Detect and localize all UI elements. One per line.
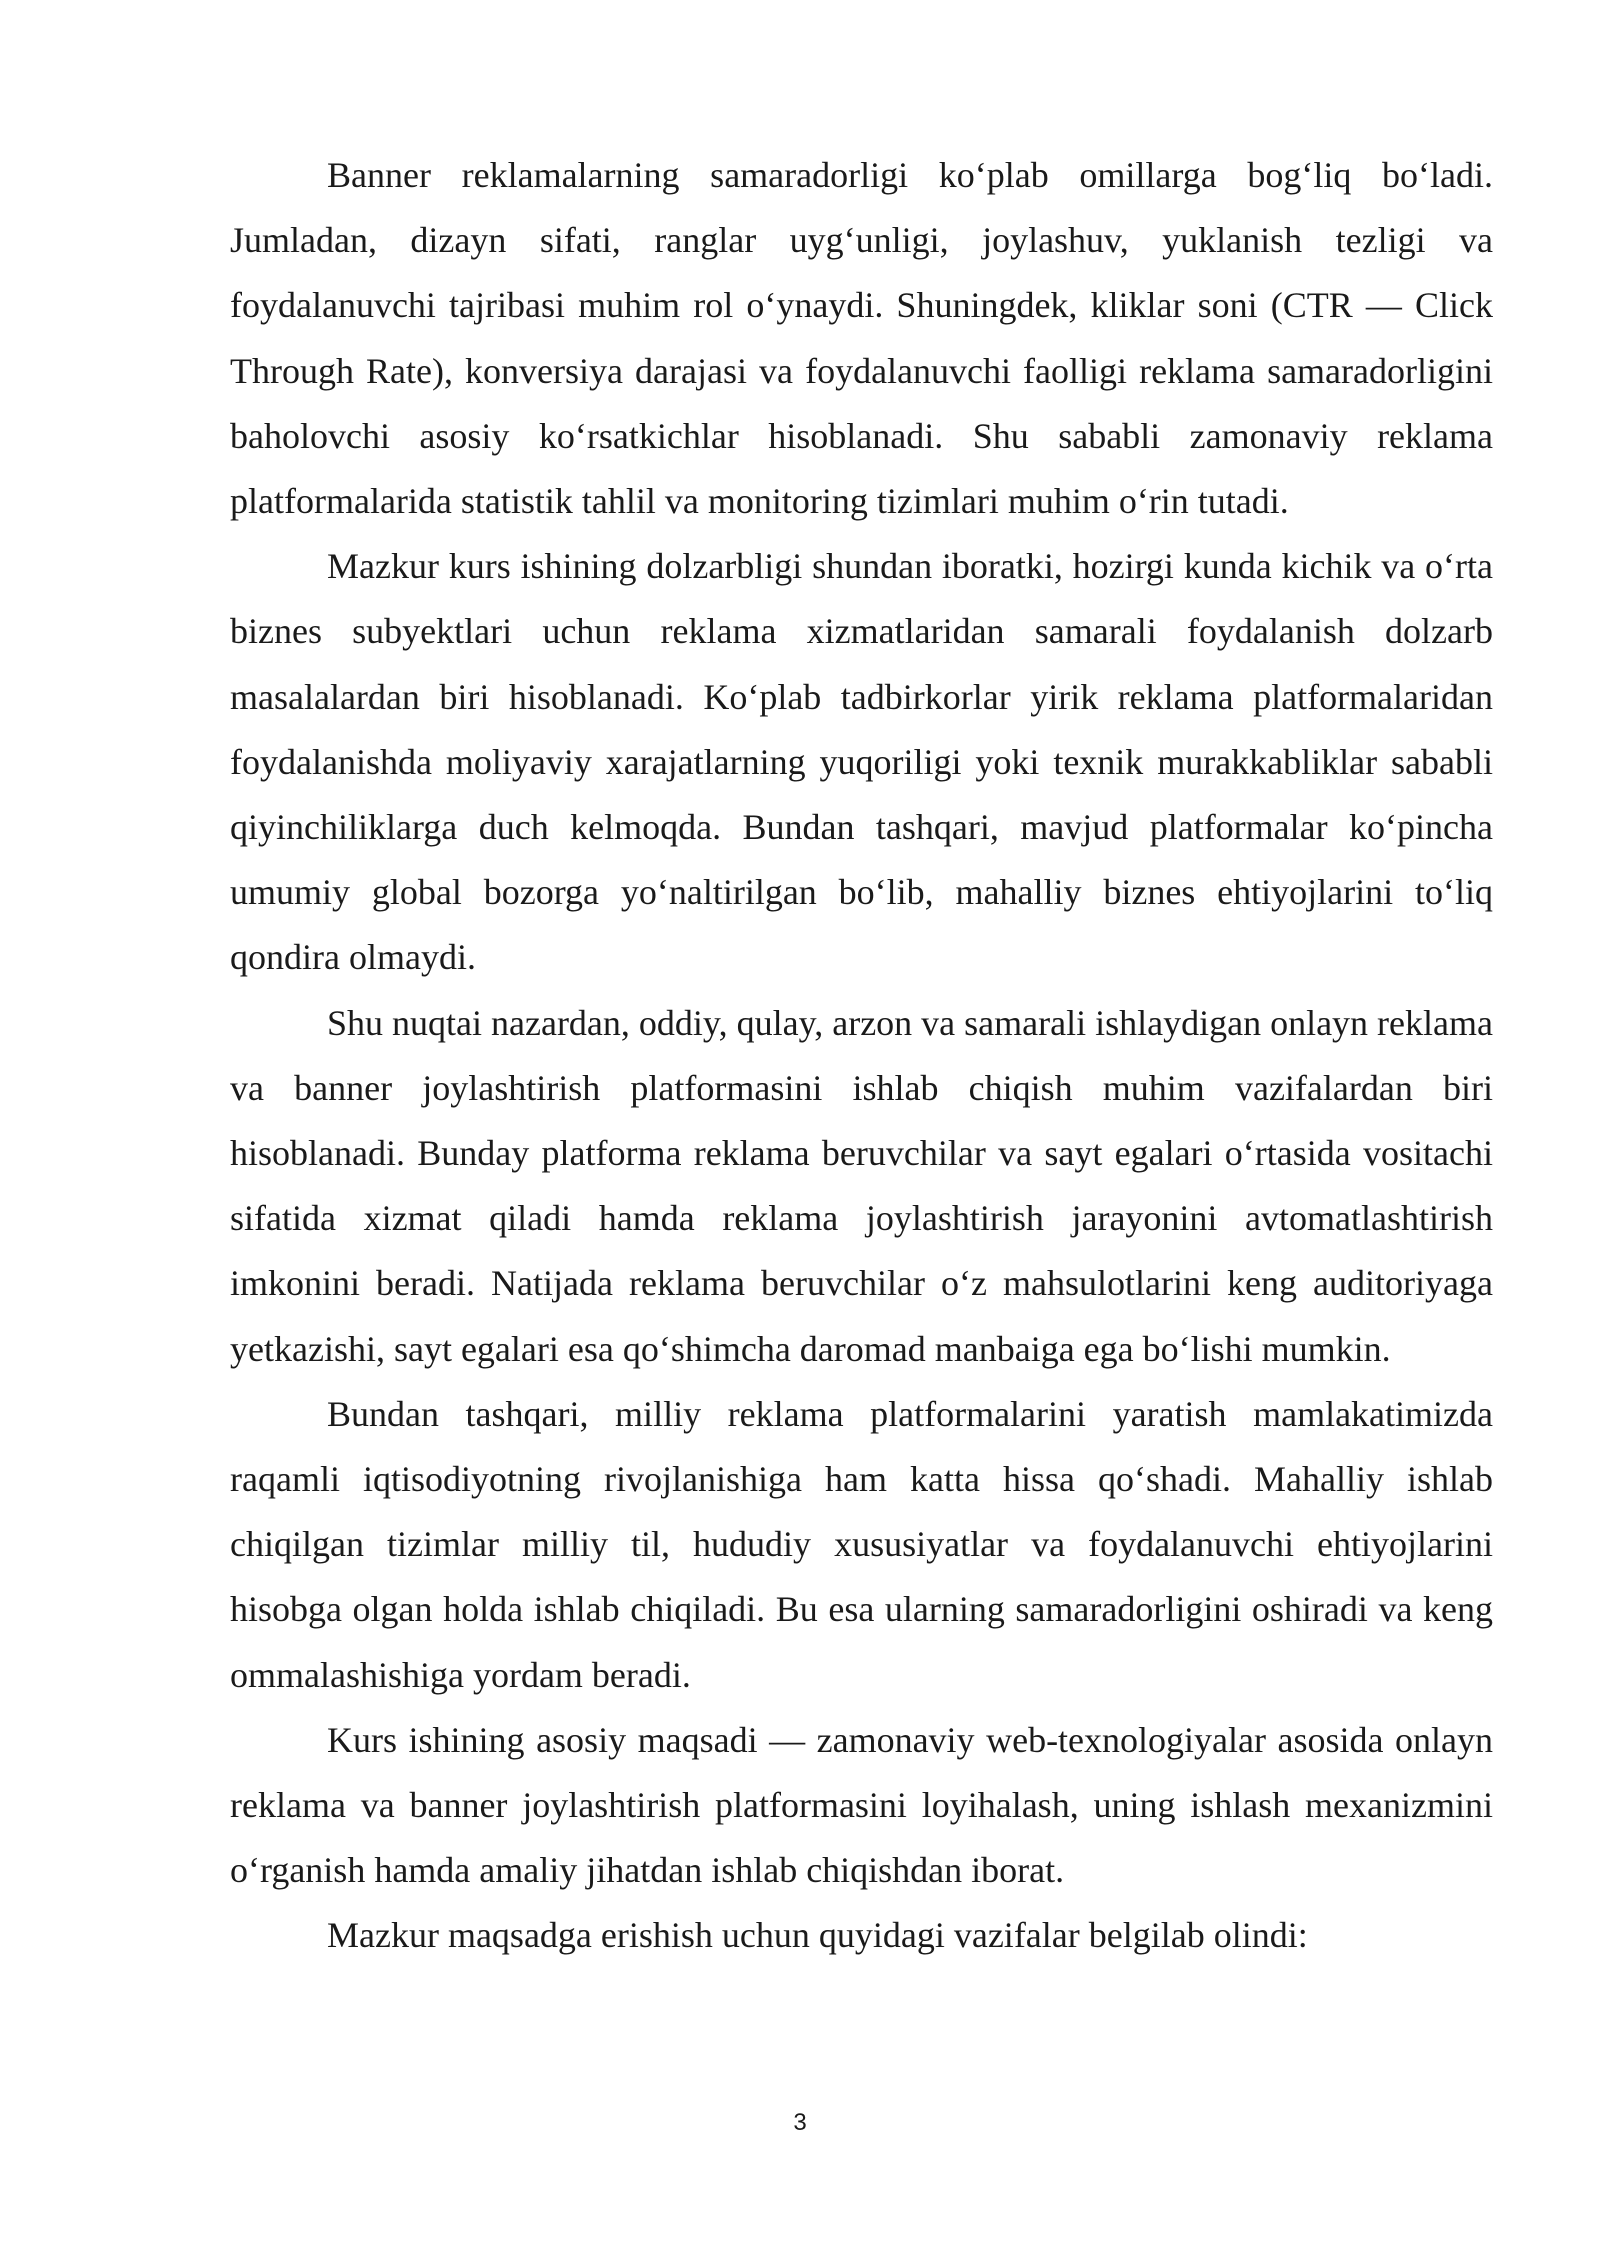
paragraph-platform-need: Shu nuqtai nazardan, oddiy, qulay, arzon va samarali ishlaydigan onlayn reklama va banner joylashtirish platformasini ishlab chiqish muhim vazifalardan biri hisoblanadi. Bunday platforma reklama beruvchilar va sayt egalari o‘rtasida vositachi sifatida xizmat qiladi hamda reklama joylashtirish jarayonini avtomatlashtirish imkonini beradi. Natijada reklama beruvchilar o‘z mahsulotlarini keng auditoriyaga yetkazishi, sayt egalari esa qo‘shimcha daromad manbaiga ega bo‘lishi mumkin. [230, 1002, 1493, 1369]
page-number: 3 [793, 2109, 807, 2136]
paragraph-banner-effectiveness: Banner reklamalarning samaradorligi ko‘plab omillarga bog‘liq bo‘ladi. Jumladan, dizayn sifati, ranglar uyg‘unligi, joylashuv, yuklanish tezligi va foydalanuvchi tajribasi muhim rol o‘ynaydi. Shuningdek, kliklar soni (CTR — Click Through Rate), konversiya darajasi va foydalanuvchi faolligi reklama samaradorligini baholovchi asosiy ko‘rsatkichlar hisoblanadi. Shu sababli zamonaviy reklama platformalarida statistik tahlil va monitoring tizimlari muhim o‘rin tutadi. [230, 155, 1493, 522]
paragraph-relevance: Mazkur kurs ishining dolzarbligi shundan iboratki, hozirgi kunda kichik va o‘rta biznes subyektlari uchun reklama xizmatlaridan samarali foydalanish dolzarb masalalardan biri hisoblanadi. Ko‘plab tadbirkorlar yirik reklama platformalaridan foydalanishda moliyaviy xarajatlarning yuqoriligi yoki texnik murakkabliklar sababli qiyinchiliklarga duch kelmoqda. Bundan tashqari, mavjud platformalar ko‘pincha umumiy global bozorga yo‘naltirilgan bo‘lib, mahalliy biznes ehtiyojlarini to‘liq qondira olmaydi. [230, 546, 1493, 978]
paragraph-main-goal: Kurs ishining asosiy maqsadi — zamonaviy web-texnologiyalar asosida onlayn reklama va banner joylashtirish platformasini loyihalash, uning ishlash mexanizmini o‘rganish hamda amaliy jihatdan ishlab chiqishdan iborat. [230, 1719, 1493, 1891]
paragraph-tasks-intro: Mazkur maqsadga erishish uchun quyidagi vazifalar belgilab olindi: [327, 1915, 1308, 1956]
paragraph-national-platforms: Bundan tashqari, milliy reklama platformalarini yaratish mamlakatimizda raqamli iqtisodiyotning rivojlanishiga ham katta hissa qo‘shadi. Mahalliy ishlab chiqilgan tizimlar milliy til, hududiy xususiyatlar va foydalanuvchi ehtiyojlarini hisobga olgan holda ishlab chiqiladi. Bu esa ularning samaradorligini oshiradi va keng ommalashishiga yordam beradi. [230, 1393, 1493, 1695]
document-page [230, 143, 1493, 1969]
